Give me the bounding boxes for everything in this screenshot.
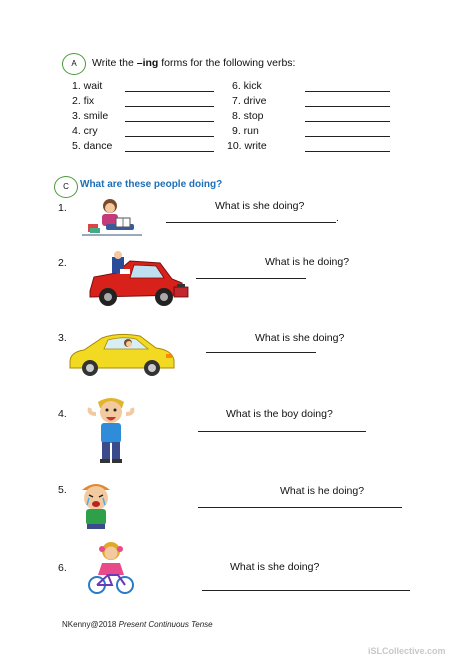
answer-line[interactable] <box>198 431 366 432</box>
answer-line[interactable] <box>196 278 306 279</box>
question-text: What is the boy doing? <box>226 408 333 420</box>
instruction-prefix: Write the <box>92 57 137 69</box>
question-number: 6. <box>58 562 67 574</box>
section-c-badge: C <box>54 176 78 198</box>
question-number: 2. <box>58 257 67 269</box>
instruction-suffix: forms for the following verbs: <box>158 57 296 69</box>
answer-blank[interactable] <box>305 151 390 152</box>
footer-author: NKenny@2018 <box>62 620 119 629</box>
question-number: 5. <box>58 484 67 496</box>
boy-making-face-icon <box>86 394 136 466</box>
question-text: What is she doing? <box>255 332 345 344</box>
answer-line[interactable] <box>202 590 410 591</box>
answer-line[interactable] <box>206 352 316 353</box>
verb-item: 2. fix <box>72 95 95 107</box>
instruction-ing: –ing <box>136 57 159 69</box>
question-text: What is she doing? <box>230 561 320 573</box>
answer-blank[interactable] <box>305 91 390 92</box>
question-number: 1. <box>58 202 67 214</box>
answer-blank[interactable] <box>125 106 214 107</box>
answer-blank[interactable] <box>305 136 390 137</box>
verb-item: 8. stop <box>232 110 264 122</box>
answer-blank[interactable] <box>305 106 390 107</box>
man-fixing-car-icon <box>86 251 191 313</box>
verb-item: 5. dance <box>72 140 113 152</box>
verb-item: 4. cry <box>72 125 98 137</box>
footer-title: Present Continuous Tense <box>118 620 213 629</box>
question-text: What is he doing? <box>265 256 350 268</box>
woman-reading-icon <box>82 196 142 238</box>
section-c-title: What are these people doing? <box>80 179 223 190</box>
woman-driving-car-icon <box>66 330 178 378</box>
verb-item: 9. run <box>232 125 259 137</box>
answer-blank[interactable] <box>125 136 214 137</box>
girl-riding-bike-icon <box>86 541 136 595</box>
question-text: What is he doing? <box>280 485 365 497</box>
answer-blank[interactable] <box>125 151 214 152</box>
crying-boy-icon <box>74 478 118 530</box>
answer-line[interactable] <box>166 222 336 223</box>
verb-item: 7. drive <box>232 95 267 107</box>
section-a-instruction <box>92 57 295 69</box>
verb-item: 3. smile <box>72 110 109 122</box>
verb-item: 6. kick <box>232 80 262 92</box>
section-a-badge: A <box>62 53 86 75</box>
verb-item: 10. write <box>227 140 267 152</box>
watermark: iSLCollective.com <box>368 646 446 656</box>
trailing-dot: . <box>336 212 339 224</box>
footer-credit <box>62 620 213 629</box>
question-number: 3. <box>58 332 67 344</box>
question-number: 4. <box>58 408 67 420</box>
question-text: What is she doing? <box>215 200 305 212</box>
answer-blank[interactable] <box>305 121 390 122</box>
answer-blank[interactable] <box>125 91 214 92</box>
verb-item: 1. wait <box>72 80 103 92</box>
answer-blank[interactable] <box>125 121 214 122</box>
answer-line[interactable] <box>198 507 402 508</box>
